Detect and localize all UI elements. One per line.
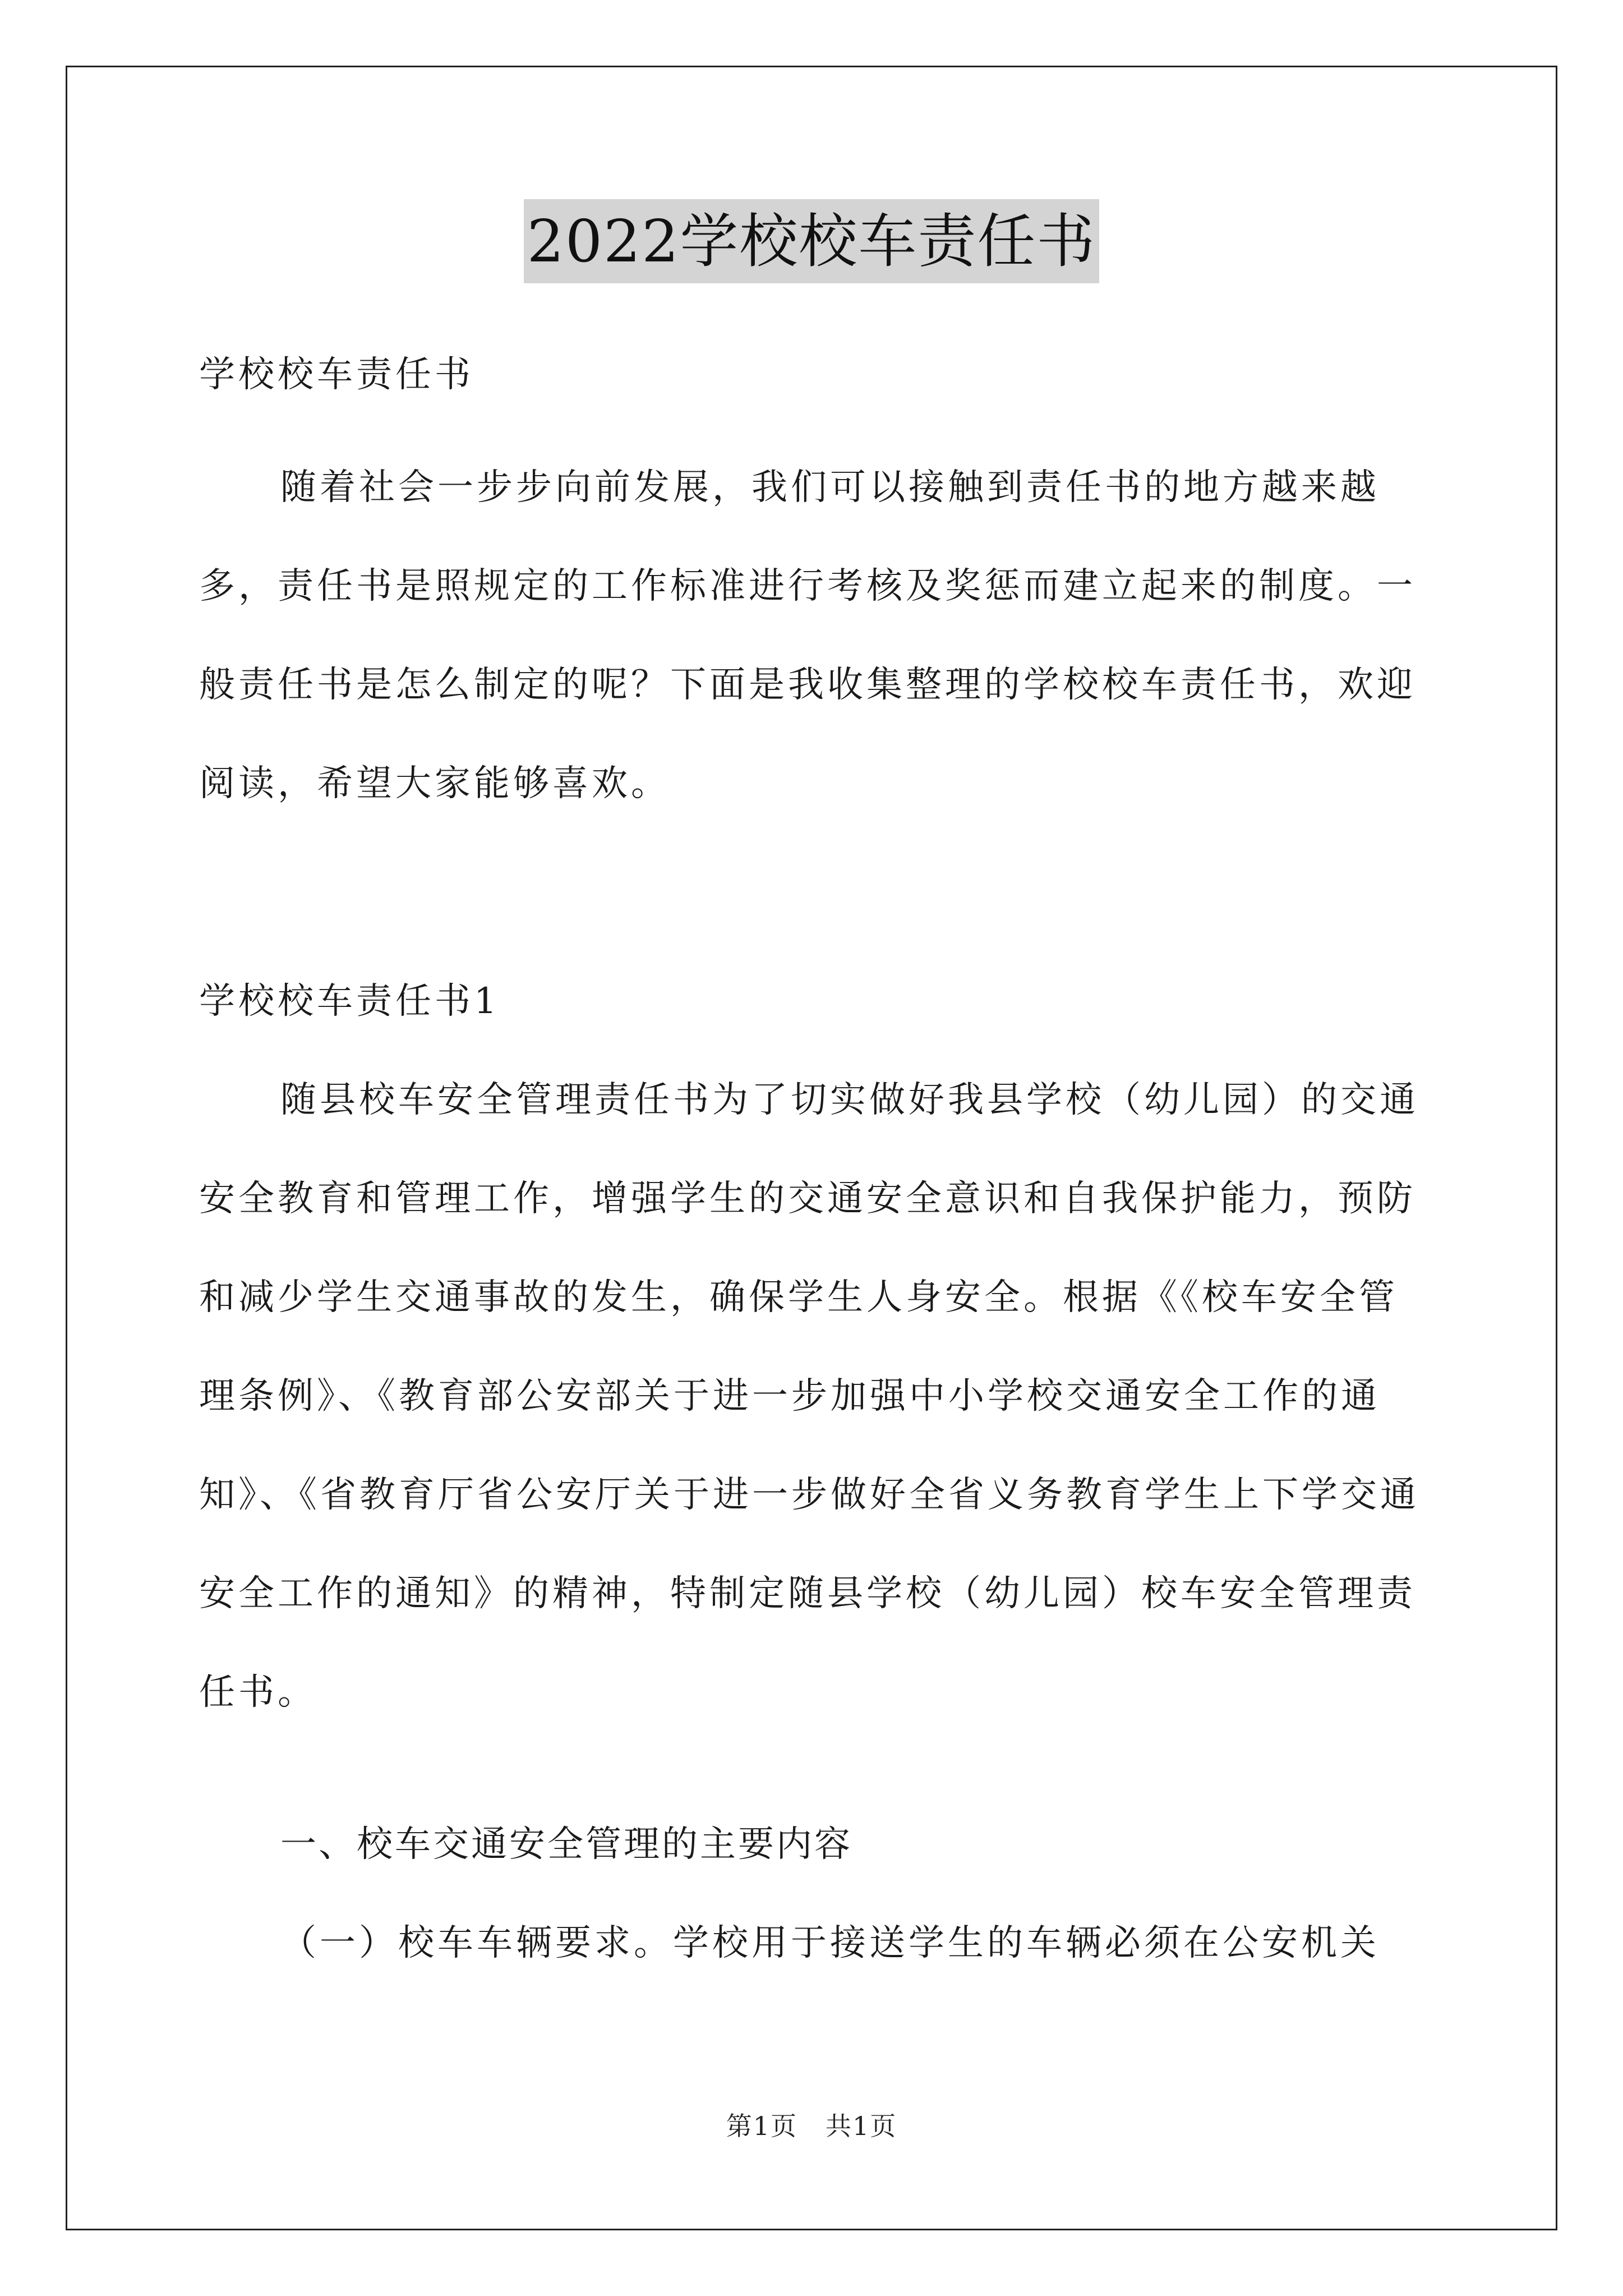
section1-paragraph: 随县校车安全管理责任书为了切实做好我县学校（幼儿园）的交通安全教育和管理工作，增强学生的交通安全意识和自我保护能力，预防和减少学生交通事故的发生，确保学生人身安全。根据《《校车安全管理条例》、《教育部公安部关于进一步加强中小学校交通安全工作的通知》、《省教育厅省公安厅关于进一步做好全省义务教育学生上下学交通安全工作的通知》的精神，特制定随县学校（幼儿园）校车安全管理责任书。 <box>199 1079 1419 1713</box>
title-container <box>0 199 1623 283</box>
intro-heading: 学校校车责任书 <box>199 354 474 395</box>
document-title: 2022学校校车责任书 <box>524 199 1100 283</box>
section1-heading: 学校校车责任书1 <box>199 981 500 1022</box>
intro-paragraph: 随着社会一步步向前发展，我们可以接触到责任书的地方越来越多，责任书是照规定的工作标准进行考核及奖惩而建立起来的制度。一般责任书是怎么制定的呢？下面是我收集整理的学校校车责任书，欢迎阅读，希望大家能够喜欢。 <box>199 467 1416 804</box>
page-current: 第1页 <box>726 2111 797 2141</box>
subsection-heading: 一、校车交通安全管理的主要内容 <box>280 1824 852 1865</box>
subsection-paragraph: （一）校车车辆要求。学校用于接送学生的车辆必须在公安机关 <box>280 1922 1380 1964</box>
page-total: 共1页 <box>826 2111 897 2141</box>
page-footer <box>0 2109 1623 2143</box>
